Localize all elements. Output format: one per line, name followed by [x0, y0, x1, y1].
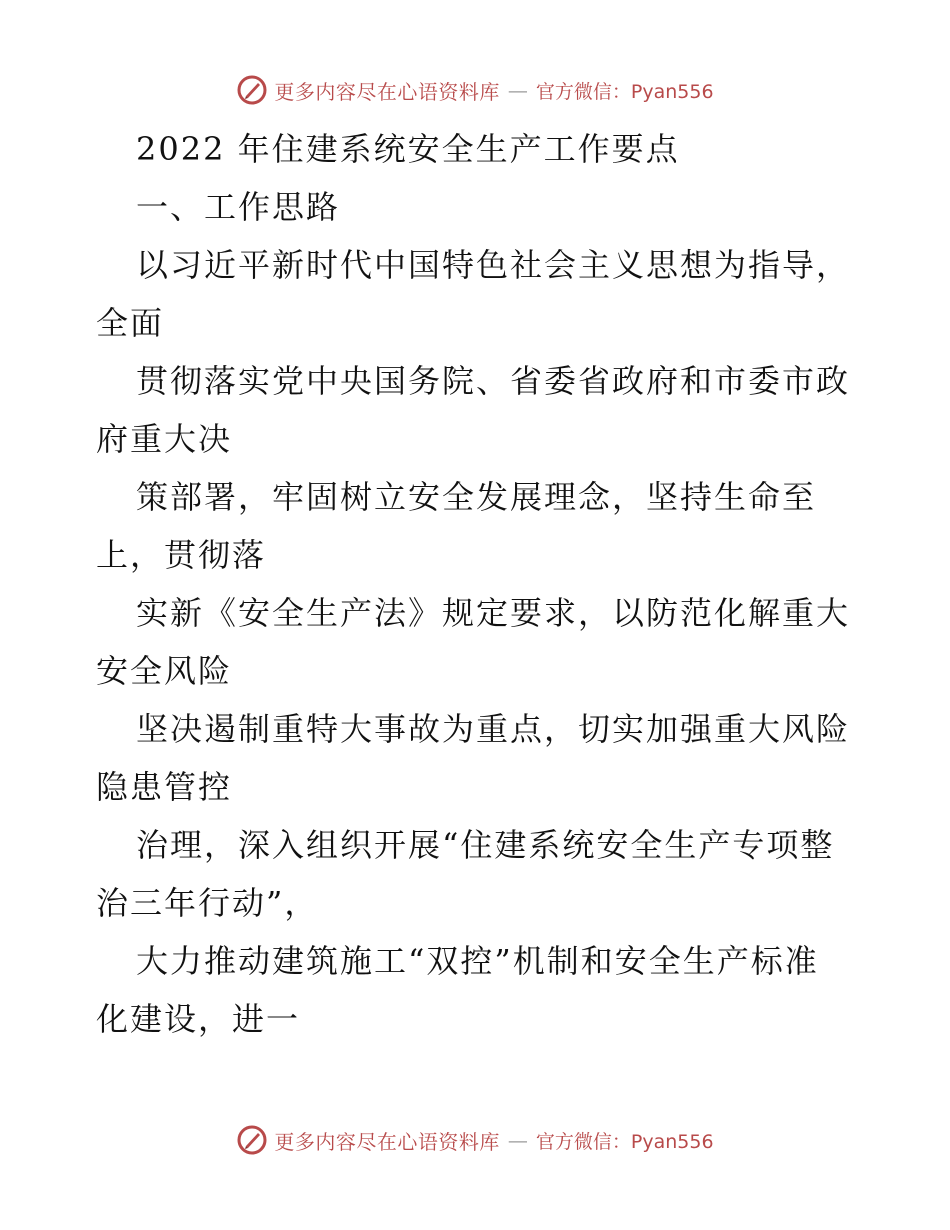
doc-line: 府重大决 [96, 420, 233, 458]
pen-logo-icon [236, 74, 268, 106]
header-banner-content [236, 74, 713, 106]
doc-line: 化建设，进一 [96, 1000, 301, 1038]
doc-line: 全面 [96, 304, 165, 342]
footer-banner-text: 更多内容尽在心语资料库 [274, 1129, 500, 1154]
doc-line: 安全风险 [96, 652, 233, 690]
pen-logo-icon [236, 1124, 268, 1156]
header-banner [0, 70, 950, 110]
doc-line: 治三年行动”， [96, 884, 319, 922]
doc-line: 隐患管控 [96, 768, 233, 806]
doc-line: 坚决遏制重特大事故为重点，切实加强重大风险 [136, 710, 851, 748]
header-banner-dash: — [507, 78, 528, 102]
footer-banner-content [236, 1124, 713, 1156]
footer-banner-dash: — [507, 1128, 528, 1152]
header-banner-text: 更多内容尽在心语资料库 [274, 79, 500, 104]
footer-banner [0, 1120, 950, 1160]
document-body [96, 120, 856, 1048]
doc-line: 一、工作思路 [136, 188, 341, 226]
doc-line: 上，贯彻落 [96, 536, 267, 574]
doc-line: 以习近平新时代中国特色社会主义思想为指导， [136, 246, 851, 284]
doc-line: 大力推动建筑施工“双控”机制和安全生产标准 [136, 942, 819, 980]
footer-banner-wechat: 官方微信：Pyan556 [535, 1130, 714, 1153]
header-banner-wechat: 官方微信：Pyan556 [535, 80, 714, 103]
doc-line: 实新《安全生产法》规定要求，以防范化解重大 [136, 594, 851, 632]
doc-line: 2022 年住建系统安全生产工作要点 [136, 130, 680, 168]
doc-line: 贯彻落实党中央国务院、省委省政府和市委市政 [136, 362, 851, 400]
doc-line: 治理，深入组织开展“住建系统安全生产专项整 [136, 826, 835, 864]
doc-line: 策部署，牢固树立安全发展理念，坚持生命至 [136, 478, 817, 516]
